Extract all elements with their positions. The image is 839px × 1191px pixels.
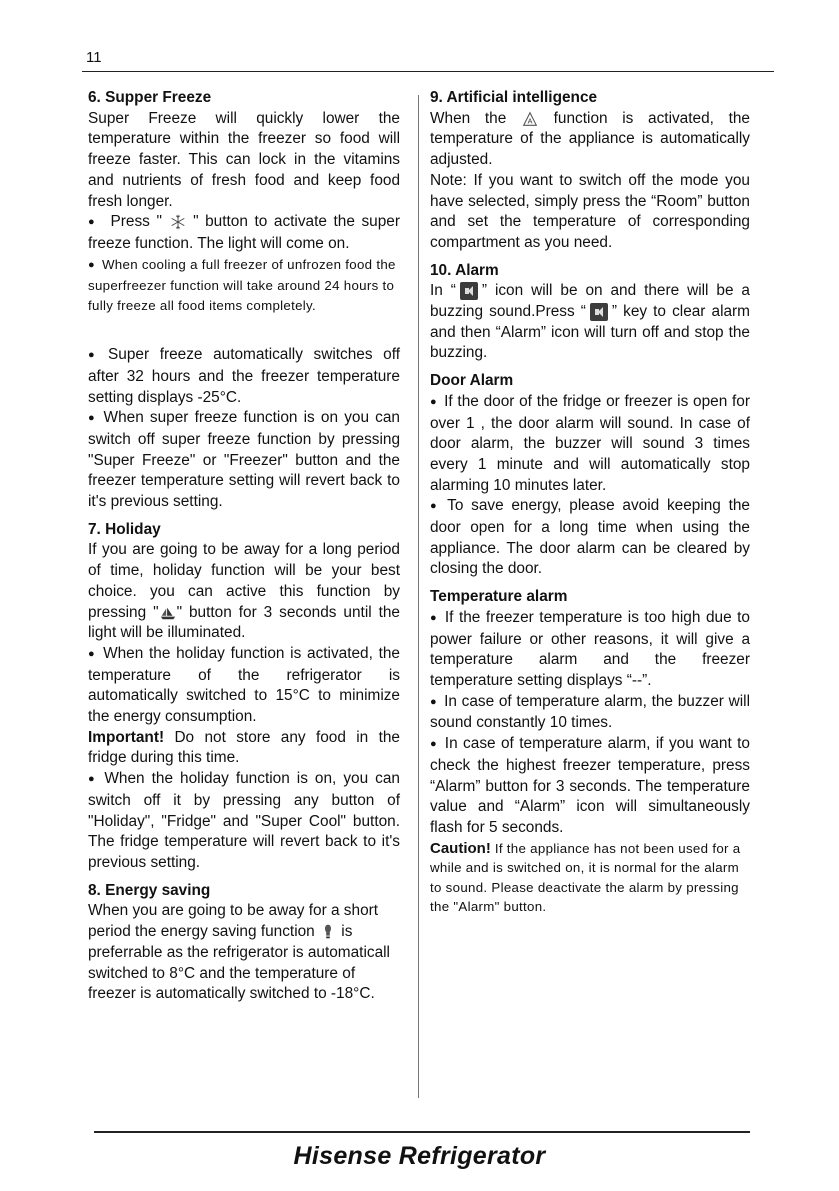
super-freeze-bullet-3: ● When super freeze function is on you can switch off super freeze function by pressing "Super Freeze" or "Freezer" button and the freezer temperature setting will revert back to it's previous setting. — [88, 408, 400, 513]
holiday-title: 7. Holiday — [88, 520, 161, 538]
holiday-intro: If you are going to be away for a long period of time, holiday function will be your best choice. you can active this function by pressing " " button for 3 seconds until the light will be illuminated. — [88, 541, 400, 642]
temperature-alarm-bullet-3: ● In case of temperature alarm, if you want to check the highest freezer temperature, press “Alarm” button for 3 seconds. The temperature value and “Alarm” icon will simultaneously flash for 5 seconds. — [430, 734, 750, 839]
holiday-bullet-2: ● When the holiday function is on, you can switch off it by pressing any button of "Holiday", "Fridge" and "Super Cool" button. The fridge temperature will revert back to it's previous setting. — [88, 769, 400, 874]
temperature-alarm-bullet-2: ● In case of temperature alarm, the buzzer will sound constantly 10 times. — [430, 692, 750, 734]
alarm-title: 10. Alarm — [430, 261, 499, 279]
temperature-alarm-caution: Caution! If the appliance has not been used for a while and is switched on, it is normal for the alarm to sound. Please deactivate the alarm by pressing the "Alarm" button. — [430, 839, 741, 915]
temperature-alarm-bullet-1: ● If the freezer temperature is too high due to power failure or other reasons, it will give a temperature alarm and the freezer temperature setting displays “--”. — [430, 608, 750, 692]
artificial-intelligence-icon — [521, 110, 539, 128]
top-rule — [82, 71, 774, 72]
svg-text:A: A — [527, 116, 533, 126]
bottom-rule — [94, 1131, 750, 1133]
left-column — [88, 88, 400, 1005]
alarm-icon — [460, 282, 478, 300]
holiday-icon — [159, 604, 177, 622]
energy-bulb-icon — [319, 923, 337, 941]
ai-text: When the A function is activated, the temperature of the appliance is automatically adjusted. — [430, 109, 750, 169]
super-freeze-press: ● Press " " button to activate the super freeze function. The light will come on. — [88, 212, 400, 254]
page-number: 11 — [86, 49, 102, 66]
holiday-important: Important! Do not store any food in the fridge during this time. — [88, 728, 400, 767]
alarm-text: In “ ” icon will be on and there will be a buzzing sound.Press “ ” key to clear alarm and then “Alarm” icon will turn off and stop the buzzing. — [430, 282, 751, 362]
door-alarm-title: Door Alarm — [430, 372, 514, 390]
super-freeze-bullet-2: ● Super freeze automatically switches off after 32 hours and the freezer temperature setting displays -25°C. — [88, 345, 400, 408]
column-divider — [418, 95, 419, 1098]
alarm-key-icon — [590, 303, 608, 321]
door-alarm-bullet-2: ● To save energy, please avoid keeping the door open for a long time when using the appliance. The door alarm can be cleared by closing the door. — [430, 496, 750, 580]
door-alarm-bullet-1: ● If the door of the fridge or freezer is open for over 1 , the door alarm will sound. In case of door alarm, the buzzer will sound 3 times every 1 minute and will automatically stop alarming 10 minutes later. — [430, 392, 750, 497]
holiday-bullet-1: ● When the holiday function is activated, the temperature of the refrigerator is automatically switched to 15°C to minimize the energy consumption. — [88, 644, 400, 728]
snowflake-icon — [169, 213, 187, 231]
super-freeze-title: 6. Supper Freeze — [88, 89, 212, 106]
temperature-alarm-title: Temperature alarm — [430, 588, 568, 606]
brand-logo-text: Hisense Refrigerator — [293, 1142, 546, 1170]
right-column — [430, 88, 750, 917]
super-freeze-note: ● When cooling a full freezer of unfrozen food the superfreezer function will take around 24 hours to fully freeze all food items completely. — [88, 255, 400, 316]
ai-note: Note: If you want to switch off the mode you have selected, simply press the “Room” button and set the temperature of corresponding compartment as you need. — [430, 171, 750, 251]
ai-title: 9. Artificial intelligence — [430, 89, 598, 106]
energy-title: 8. Energy saving — [88, 881, 211, 899]
energy-text: When you are going to be away for a short period the energy saving function is preferrable as the refrigerator is automaticall switched to 8°C and the temperature of freezer is automatically switched to -18°C. — [88, 902, 390, 1003]
super-freeze-intro: Super Freeze will quickly lower the temperature within the freezer so food will freeze faster. This can lock in the vitamins and nutrients of fresh food and keep food fresh longer. — [88, 109, 400, 210]
